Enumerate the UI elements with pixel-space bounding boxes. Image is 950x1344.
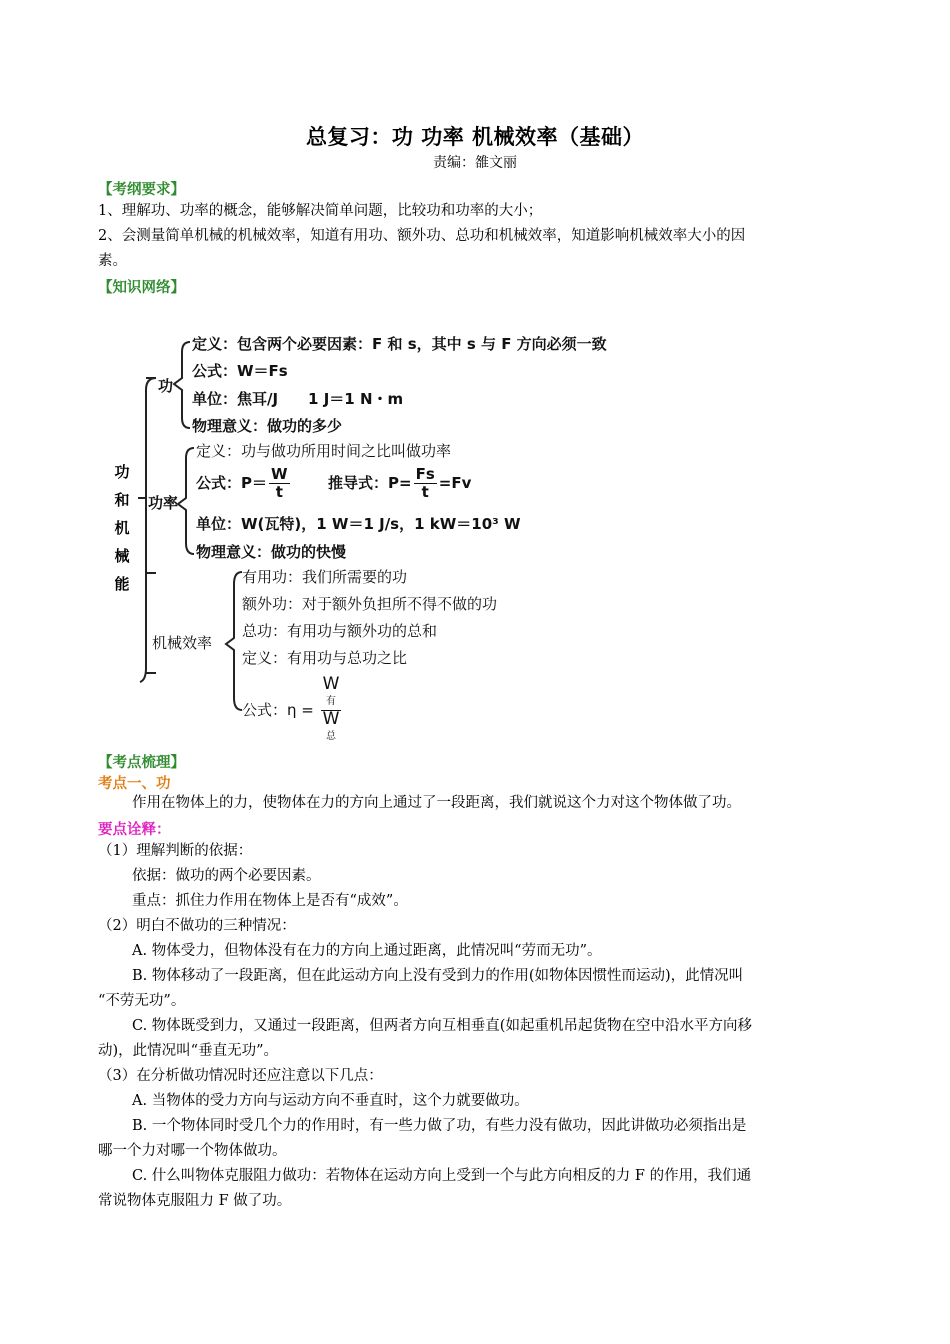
section-points-heading: 【考点梳理】: [98, 755, 185, 771]
efficiency-extra: 额外功：对于额外负担所不得不做的功: [242, 595, 498, 613]
note-line: “不劳无功”。: [98, 993, 186, 1009]
note-line: 重点：抓住力作用在物体上是否有“成效”。: [132, 893, 408, 909]
editor-line: 责编：雒文丽: [433, 155, 517, 171]
efficiency-label: 机械效率: [152, 634, 213, 652]
work-meaning: 物理意义：做功的多少: [192, 417, 343, 435]
note-line: 动)，此情况叫“垂直无功”。: [98, 1043, 278, 1059]
power-meaning: 物理意义：做功的快慢: [196, 543, 347, 561]
note-line: C. 什么叫物体克服阻力做功：若物体在运动方向上受到一个与此方向相反的力 F 的作用，我们通: [132, 1168, 752, 1184]
work-formula: 公式：W＝Fs: [192, 362, 288, 380]
note-line: 依据：做功的两个必要因素。: [132, 868, 321, 884]
section-network-heading: 【知识网络】: [98, 280, 185, 296]
note-line: A. 当物体的受力方向与运动方向不垂直时，这个力就要做功。: [132, 1093, 529, 1109]
note-line: （2）明白不做功的三种情况：: [98, 918, 296, 934]
page-title: 总复习：功 功率 机械效率（基础）: [305, 125, 645, 149]
note-line: C. 物体既受到力，又通过一段距离，但两者方向互相垂直(如起重机吊起货物在空中沿水平方向移: [132, 1018, 752, 1034]
work-label: 功: [158, 377, 174, 395]
power-unit: 单位：W(瓦特)，1 W＝1 J/s，1 kW＝10³ W: [196, 515, 521, 533]
note-line: B. 一个物体同时受几个力的作用时，有一些力做了功，有些力没有做功，因此讲做功必须指出是: [132, 1118, 747, 1134]
work-definition: 定义：包含两个必要因素：F 和 s，其中 s 与 F 方向必须一致: [192, 335, 607, 353]
work-unit: 单位：焦耳/J 1 J＝1 N・m: [192, 390, 404, 408]
root-label: 功 和 机 械 能: [114, 463, 130, 593]
power-formula: 公式：P＝ $\frac{W}{t}$ 推导式：P= $\frac{Fs}{t}$ =Fv: [196, 465, 472, 501]
note-line: （1）理解判断的依据：: [98, 843, 253, 859]
knowledge-network-diagram: [110, 318, 670, 742]
note-line: （3）在分析做功情况时还应注意以下几点：: [98, 1068, 383, 1084]
efficiency-total: 总功：有用功与额外功的总和: [242, 622, 438, 640]
efficiency-useful: 有用功：我们所需要的功: [242, 568, 408, 586]
point1-heading: 考点一、功: [98, 776, 171, 792]
note-line: A. 物体受力，但物体没有在力的方向上通过距离，此情况叫“劳而无功”。: [132, 943, 602, 959]
outline-item: 2、会测量简单机械的机械效率，知道有用功、额外功、总功和机械效率，知道影响机械效率大小的因: [98, 228, 746, 244]
outline-item: 素。: [98, 253, 127, 269]
note-line: B. 物体移动了一段距离，但在此运动方向上没有受到力的作用(如物体因惯性而运动)，此情况叫: [132, 968, 744, 984]
notes-heading: 要点诠释：: [98, 822, 171, 838]
outline-item: 1、理解功、功率的概念，能够解决简单问题，比较功和功率的大小；: [98, 203, 543, 219]
efficiency-definition: 定义：有用功与总功之比: [242, 649, 408, 667]
note-line: 常说物体克服阻力 F 做了功。: [98, 1193, 292, 1209]
section-outline-heading: 【考纲要求】: [98, 182, 185, 198]
power-definition: 定义：功与做功所用时间之比叫做功率: [196, 442, 452, 460]
power-label: 功率: [148, 494, 179, 512]
note-line: 哪一个力对哪一个物体做功。: [98, 1143, 287, 1159]
point1-text: 作用在物体上的力，使物体在力的方向上通过了一段距离，我们就说这个力对这个物体做了功。: [132, 795, 741, 811]
efficiency-formula: 公式：η = W 有 W 总: [242, 674, 340, 742]
